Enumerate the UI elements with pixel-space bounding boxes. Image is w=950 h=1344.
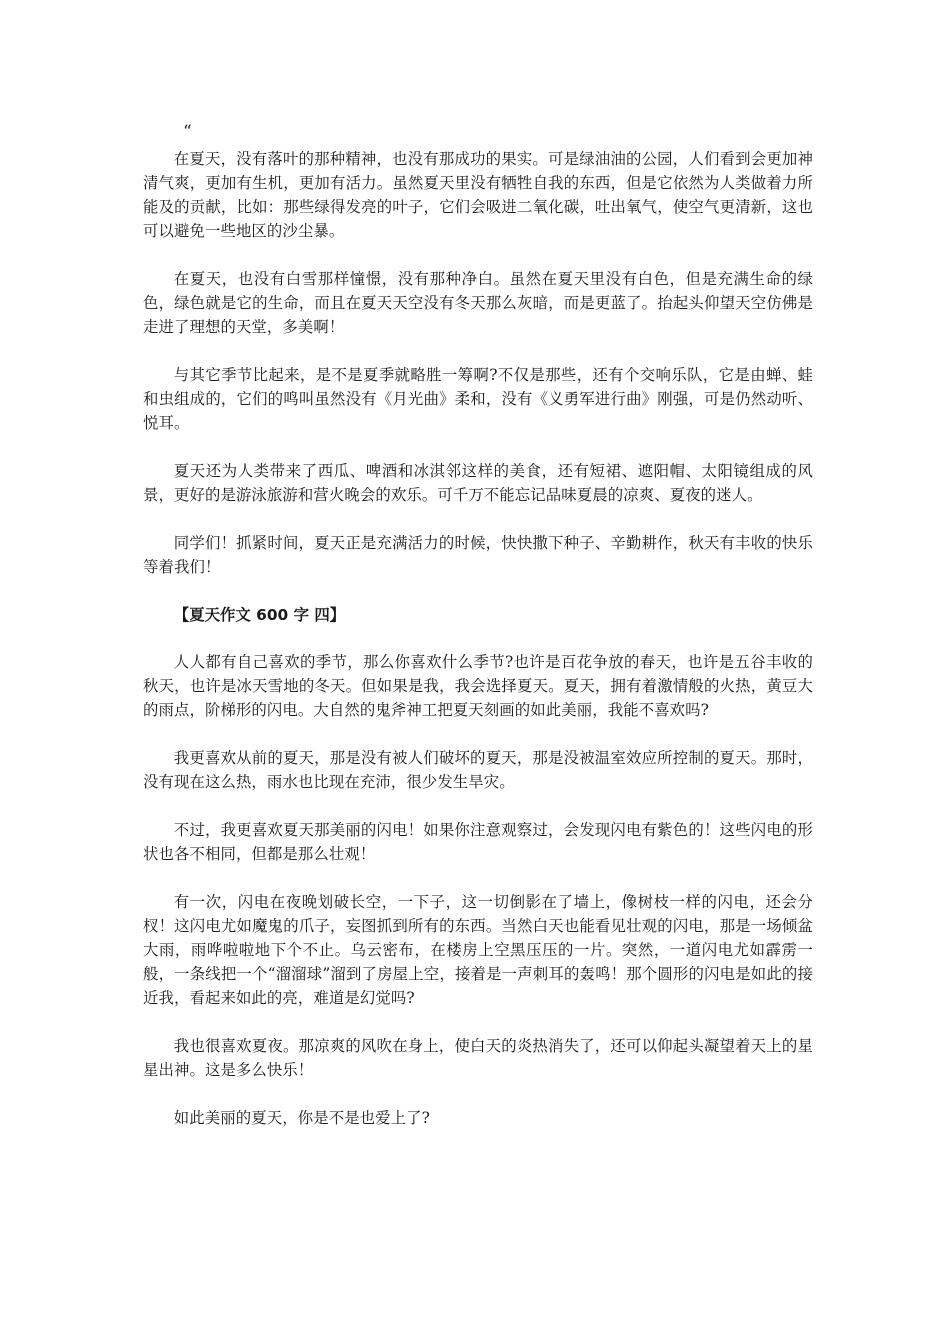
paragraph-4-text-before: 夏天还为人类带来了西瓜、啤酒和冰淇邻这样的美食，还有短裙、遮阳帽、太阳镜组成的风景，更好的是游泳 xyxy=(143,462,813,504)
paragraph-1: 在夏天，没有落叶的那种精神，也没有那成功的果实。可是绿油油的公园，人们看到会更加神清气爽，更加有生机，更加有活力。虽然夏天里没有牺牲自我的东西，但是它依然为人类做着力所能及的贡献，比如：那些绿得发亮的叶子，它们会吸进二氧化碳，吐出氧气，使空气更清新，这也可以避免一些地区的沙尘暴。 xyxy=(143,150,813,240)
section-paragraph-2: 我更喜欢从前的夏天，那是没有被人们破坏的夏天，那是没被温室效应所控制的夏天。那时，没有现在这么热，雨水也比现在充沛，很少发生旱灾。 xyxy=(143,749,813,791)
paragraph-5: 同学们！抓紧时间，夏天正是充满活力的时候，快快撒下种子、辛勤耕作，秋天有丰收的快乐等着我们！ xyxy=(143,534,813,576)
section-heading: 【夏天作文 600 字 四】 xyxy=(173,606,346,624)
paragraph-2: 在夏天，也没有白雪那样憧憬，没有那种净白。虽然在夏天里没有白色，但是充满生命的绿色，绿色就是它的生命，而且在夏天天空没有冬天那么灰暗，而是更蓝了。抬起头仰望天空仿佛是走进了理想的天堂，多美啊！ xyxy=(143,270,813,336)
section-paragraph-5: 我也很喜欢夏夜。那凉爽的风吹在身上，使白天的炎热消失了，还可以仰起头凝望着天上的星星出神。这是多么快乐！ xyxy=(143,1037,813,1079)
paragraph-4-text-after: 和营火晚会的欢乐。可千万不能忘记品味夏晨的凉爽、夏夜的迷人。 xyxy=(297,486,763,504)
document-body xyxy=(143,147,813,1154)
paragraph-3: 与其它季节比起来，是不是夏季就略胜一筹啊?不仅是那些，还有个交响乐队，它是由蝉、蛙和虫组成的，它们的鸣叫虽然没有《月光曲》柔和，没有《义勇军进行曲》刚强，可是仍然动听、悦耳。 xyxy=(143,366,813,432)
section-paragraph-4: 有一次，闪电在夜晚划破长空，一下子，这一切倒影在了墙上，像树枝一样的闪电，还会分杈！这闪电尤如魔鬼的爪子，妄图抓到所有的东西。当然白天也能看见壮观的闪电，那是一场倾盆大雨，雨哗啦啦地下个不止。乌云密布，在楼房上空黑压压的一片。突然，一道闪电尤如霹雳一般，一条线把一个“溜溜球”溜到了房屋上空，接着是一声刺耳的轰鸣！那个圆形的闪电是如此的接近我，看起来如此的亮，难道是幻觉吗? xyxy=(143,893,813,1007)
section-paragraph-1: 人人都有自己喜欢的季节，那么你喜欢什么季节?也许是百花争放的春天，也许是五谷丰收的秋天，也许是冰天雪地的冬天。但如果是我，我会选择夏天。夏天，拥有着激情般的火热，黄豆大的雨点，阶梯形的闪电。大自然的鬼斧神工把夏天刻画的如此美丽，我能不喜欢吗? xyxy=(143,653,813,719)
paragraph-4 xyxy=(143,459,813,507)
opening-quote-mark: “ xyxy=(183,122,192,142)
section-paragraph-6: 如此美丽的夏天，你是不是也爱上了? xyxy=(173,1109,430,1127)
section-paragraph-3: 不过，我更喜欢夏天那美丽的闪电！如果你注意观察过，会发现闪电有紫色的！这些闪电的形状也各不相同，但都是那么壮观！ xyxy=(143,821,813,863)
travel-link[interactable]: 旅游 xyxy=(266,486,298,504)
